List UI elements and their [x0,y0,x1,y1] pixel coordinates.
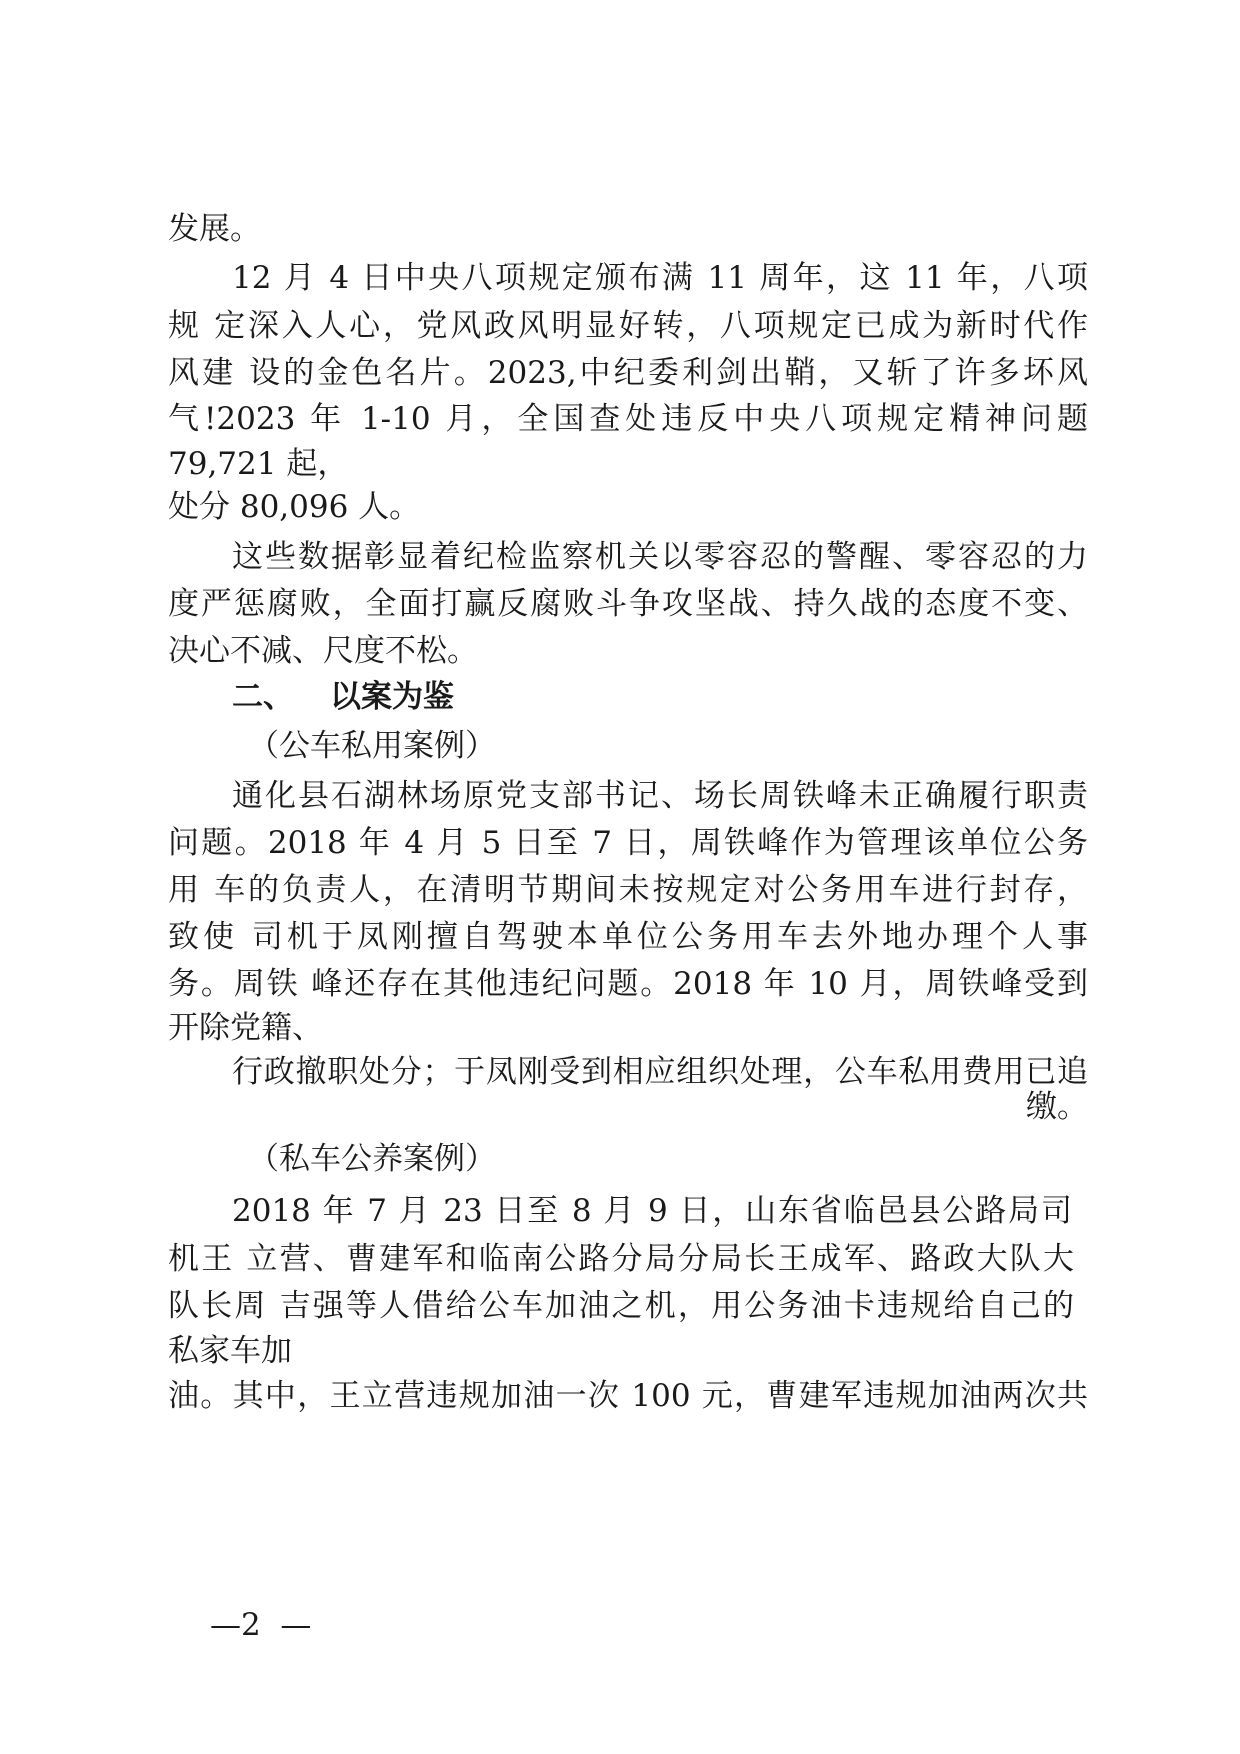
body-line: 问题。2018 年 4 月 5 日至 7 日，周铁峰作为管理该单位公务 [168,825,1088,861]
section-title: 以案为鉴 [330,679,454,715]
body-line: 油。其中，王立营违规加油一次 100 元，曹建军违规加油两次共 [168,1378,1088,1414]
case-caption: （公车私用案例） [248,728,496,764]
body-line: 2018 年 7 月 23 日至 8 月 9 日，山东省临邑县公路局司 [232,1193,1072,1229]
body-line: 规 定深入人心，党风政风明显好转，八项规定已成为新时代作 [168,308,1088,344]
case-caption: （私车公养案例） [248,1141,496,1177]
body-line: 队长周 吉强等人借给公车加油之机，用公务油卡违规给自己的 [168,1288,1074,1324]
body-line: 私家车加 [168,1333,292,1369]
body-line: 用 车的负责人，在清明节期间未按规定对公务用车进行封存， [168,872,1088,908]
section-number: 二、 [232,679,294,715]
body-line: 度严惩腐败，全面打赢反腐败斗争攻坚战、持久战的态度不变、 [168,586,1088,622]
section-heading [232,678,454,716]
body-line: 缴。 [1026,1089,1088,1125]
body-line: 12 月 4 日中央八项规定颁布满 11 周年，这 11 年，八项 [232,260,1088,296]
body-line: 务。周铁 峰还存在其他违纪问题。2018 年 10 月，周铁峰受到 [168,966,1088,1002]
body-line: 风建 设的金色名片。2023,中纪委利剑出鞘，又斩了许多坏风 [168,355,1088,391]
body-line: 79,721 起， [168,446,349,482]
body-line: 通化县石湖林场原党支部书记、场长周铁峰未正确履行职责 [232,778,1088,814]
body-line: 发展。 [168,211,261,247]
body-line: 气!2023 年 1-10 月，全国查处违反中央八项规定精神问题 [168,401,1088,437]
body-line: 开除党籍、 [168,1010,323,1046]
body-line: 这些数据彰显着纪检监察机关以零容忍的警醒、零容忍的力 [232,539,1088,575]
body-line: 处分 80,096 人。 [168,489,421,525]
body-line: 致使 司机于凤刚擅自驾驶本单位公务用车去外地办理个人事 [168,919,1088,955]
body-line: 行政撤职处分；于凤刚受到相应组织处理，公车私用费用已追 [232,1054,1088,1090]
body-line: 机王 立营、曹建军和临南公路分局分局长王成军、路政大队大 [168,1241,1074,1277]
body-line: 决心不减、尺度不松。 [168,633,478,669]
page-number: —2 — [210,1607,312,1643]
